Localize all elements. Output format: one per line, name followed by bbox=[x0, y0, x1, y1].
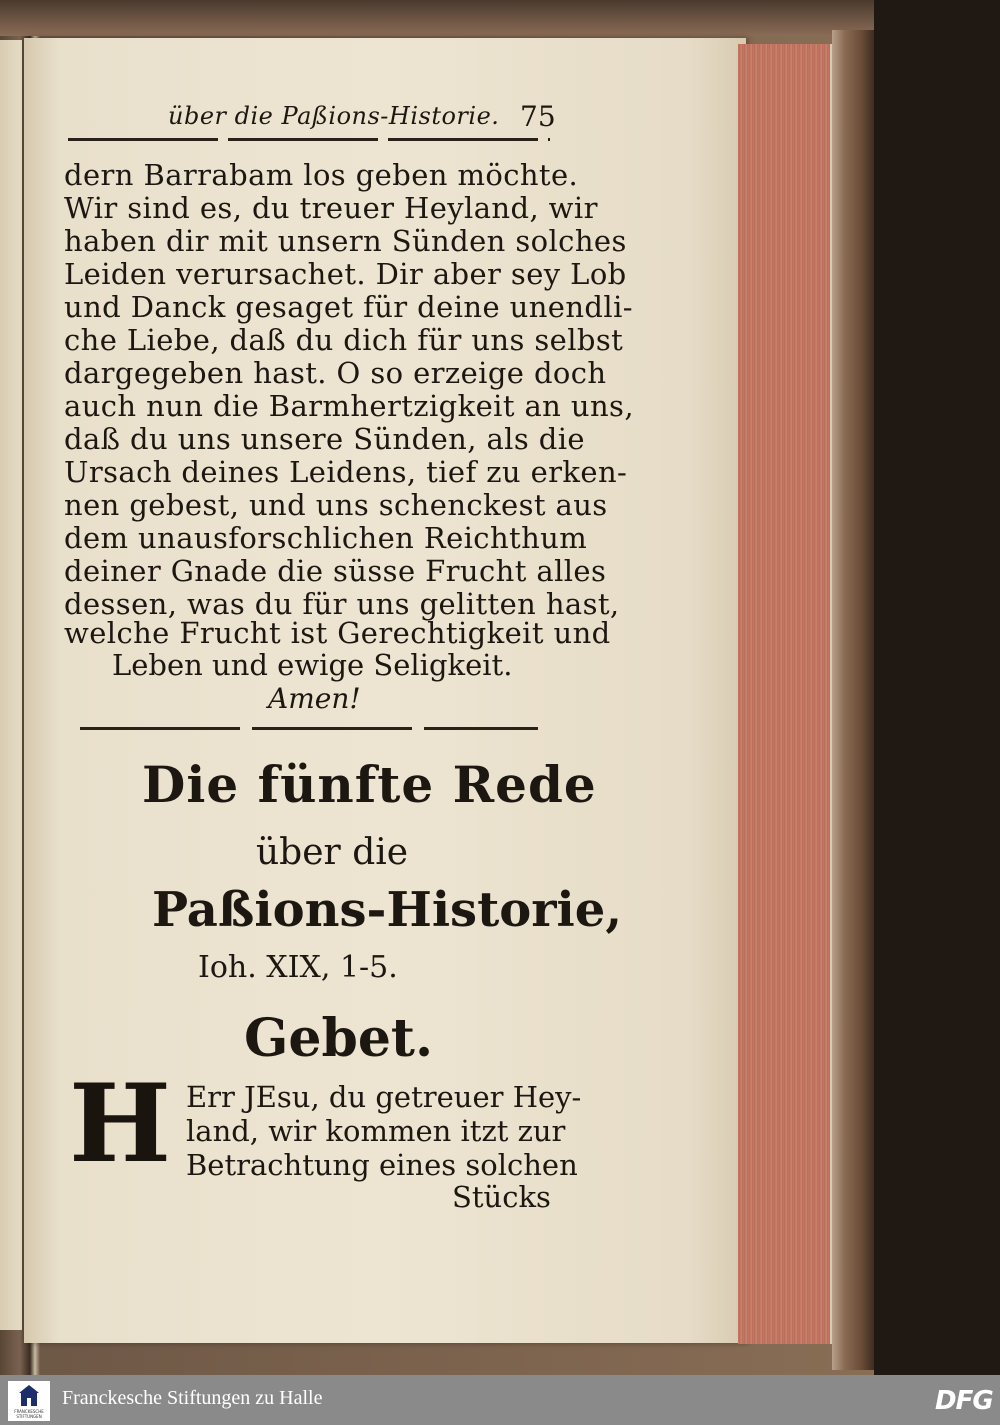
catchword: Stücks bbox=[452, 1180, 551, 1214]
decorated-initial: H bbox=[68, 1061, 172, 1187]
body-line: haben dir mit unsern Sünden solches bbox=[64, 224, 627, 258]
body-line: auch nun die Barmhertzigkeit an uns, bbox=[64, 389, 634, 423]
body-line: Leiden verursachet. Dir aber sey Lob bbox=[64, 257, 627, 291]
prayer-line: Err JEsu, du getreuer Hey- bbox=[186, 1080, 582, 1114]
prayer-line: Betrachtung eines solchen bbox=[186, 1148, 578, 1182]
page-number: 75 bbox=[520, 100, 556, 133]
body-line: Ursach deines Leidens, tief zu erken- bbox=[64, 455, 628, 489]
section-title-historie: Paßions-Historie, bbox=[152, 882, 623, 938]
page-block-edge bbox=[738, 44, 833, 1344]
body-line: und Danck gesaget für deine unendli- bbox=[64, 290, 633, 324]
running-title: über die Paßions-Historie. bbox=[168, 102, 500, 130]
institution-name[interactable]: Franckesche Stiftungen zu Halle bbox=[62, 1387, 323, 1409]
section-title: Die fünfte Rede bbox=[142, 755, 597, 814]
body-line: welche Frucht ist Gerechtigkeit und bbox=[64, 616, 611, 650]
body-line: daß du uns unsere Sünden, als die bbox=[64, 422, 585, 456]
body-line: dessen, was du für uns gelitten hast, bbox=[64, 587, 620, 621]
dark-background bbox=[874, 0, 1000, 1375]
body-line: nen gebest, und uns schenckest aus bbox=[64, 488, 608, 522]
body-line: deiner Gnade die süsse Frucht alles bbox=[64, 554, 607, 588]
logo-text: FRANCKESCHE STIFTUNGEN bbox=[14, 1409, 44, 1419]
body-line: dern Barrabam los geben möchte. bbox=[64, 158, 579, 192]
body-line: Wir sind es, du treuer Heyland, wir bbox=[64, 191, 598, 225]
left-page-edge bbox=[0, 40, 24, 1330]
scripture-reference: Ioh. XIX, 1-5. bbox=[198, 950, 398, 985]
prayer-title: Gebet. bbox=[244, 1008, 434, 1069]
body-line: dem unausforschlichen Reichthum bbox=[64, 521, 588, 555]
dfg-logo[interactable]: DFG bbox=[935, 1386, 993, 1416]
book-cover-edge bbox=[832, 30, 874, 1370]
section-rule bbox=[80, 727, 538, 730]
franckesche-logo[interactable] bbox=[8, 1381, 50, 1421]
body-line: che Liebe, daß du dich für uns selbst bbox=[64, 323, 624, 357]
building-icon bbox=[19, 1385, 39, 1407]
section-subtitle: über die bbox=[256, 832, 409, 873]
footer-bar bbox=[0, 1375, 1000, 1425]
header-rule bbox=[68, 138, 550, 141]
amen-text: Amen! bbox=[268, 682, 361, 715]
prayer-line: land, wir kommen itzt zur bbox=[186, 1114, 566, 1148]
closing-line: Leben und ewige Seligkeit. bbox=[112, 648, 513, 682]
body-line: dargegeben hast. O so erzeige doch bbox=[64, 356, 607, 390]
